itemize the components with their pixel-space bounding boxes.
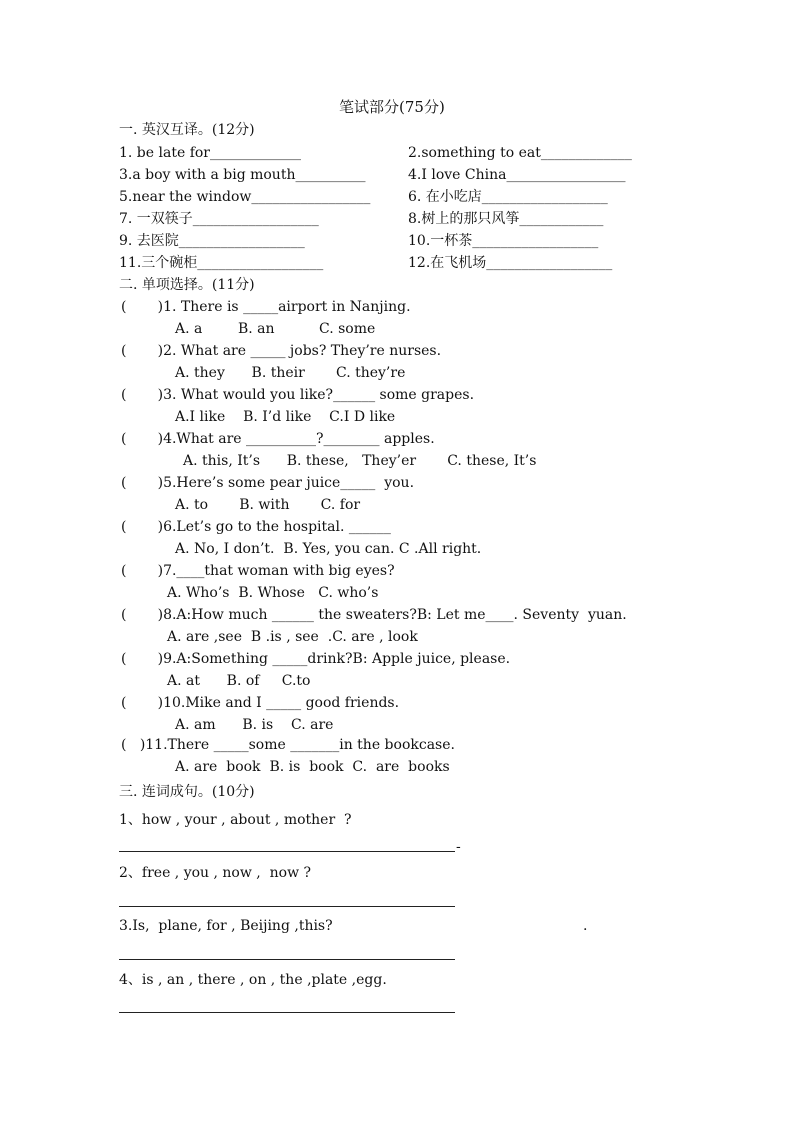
question: ( )2. What are _____ jobs? They’re nurses. [121,343,442,359]
stray-period: . [583,918,588,934]
question-options: A. Who’s B. Whose C. who’s [167,585,379,601]
question: ( )1. There is _____airport in Nanjing. [121,299,411,315]
question-options: A. No, I don’t. B. Yes, you can. C .All right. [175,541,482,557]
page-title: 笔试部分(75分) [339,98,445,116]
question-options: A. a B. an C. some [175,321,376,337]
translation-item: 12.在飞机场__________________ [408,255,613,271]
question-options: A. am B. is C. are [175,717,334,733]
translation-item: 11.三个碗柜__________________ [119,255,324,271]
question-options: A. to B. with C. for [175,497,361,513]
translation-item: 9. 去医院__________________ [119,233,305,249]
translation-item: 7. 一双筷子__________________ [119,211,319,227]
word-prompt: 2、free , you , now , now ? [119,865,312,881]
question: ( )10.Mike and I _____ good friends. [121,695,400,711]
question: ( )5.Here’s some pear juice_____ you. [121,475,415,491]
section-heading-sentence-building: 三. 连词成句。(10分) [119,784,255,800]
word-prompt: 3.Is, plane, for , Beijing ,this? [119,918,333,934]
translation-item: 10.一杯茶__________________ [408,233,599,249]
question-options: A.I like B. I’d like C.I D like [175,409,396,425]
question-options: A. are ,see B .is , see .C. are , look [167,629,418,645]
translation-item: 4.I love China_________________ [408,167,626,183]
translation-item: 6. 在小吃店__________________ [408,189,608,205]
translation-item: 8.树上的那只风筝____________ [408,211,604,227]
answer-line [119,1012,455,1013]
question-options: A. this, It’s B. these, They’er C. these, It’s [183,453,537,469]
question-options: A. are book B. is book C. are books [175,759,450,775]
question: ( )8.A:How much ______ the sweaters?B: Let me____. Seventy yuan. [121,607,627,623]
question: ( )4.What are __________?________ apples. [121,431,435,447]
answer-line [119,906,455,907]
section-heading-translation: 一. 英汉互译。(12分) [119,122,255,138]
question: ( )6.Let’s go to the hospital. ______ [121,519,391,535]
translation-item: 3.a boy with a big mouth__________ [119,167,366,183]
question-options: A. at B. of C.to [167,673,311,689]
question: ( )11.There _____some _______in the bookcase. [121,737,455,753]
translation-item: 1. be late for_____________ [119,145,301,161]
answer-line [119,851,455,852]
question: ( )9.A:Something _____drink?B: Apple juice, please. [121,651,511,667]
word-prompt: 4、is , an , there , on , the ,plate ,egg. [119,972,387,988]
question: ( )3. What would you like?______ some grapes. [121,387,475,403]
translation-item: 5.near the window_________________ [119,189,371,205]
section-heading-multiple-choice: 二. 单项选择。(11分) [119,277,255,293]
answer-line-mark: - [456,839,461,855]
question: ( )7.____that woman with big eyes? [121,563,395,579]
question-options: A. they B. their C. they’re [175,365,406,381]
translation-item: 2.something to eat_____________ [408,145,632,161]
answer-line [119,959,455,960]
word-prompt: 1、how , your , about , mother ? [119,812,352,828]
